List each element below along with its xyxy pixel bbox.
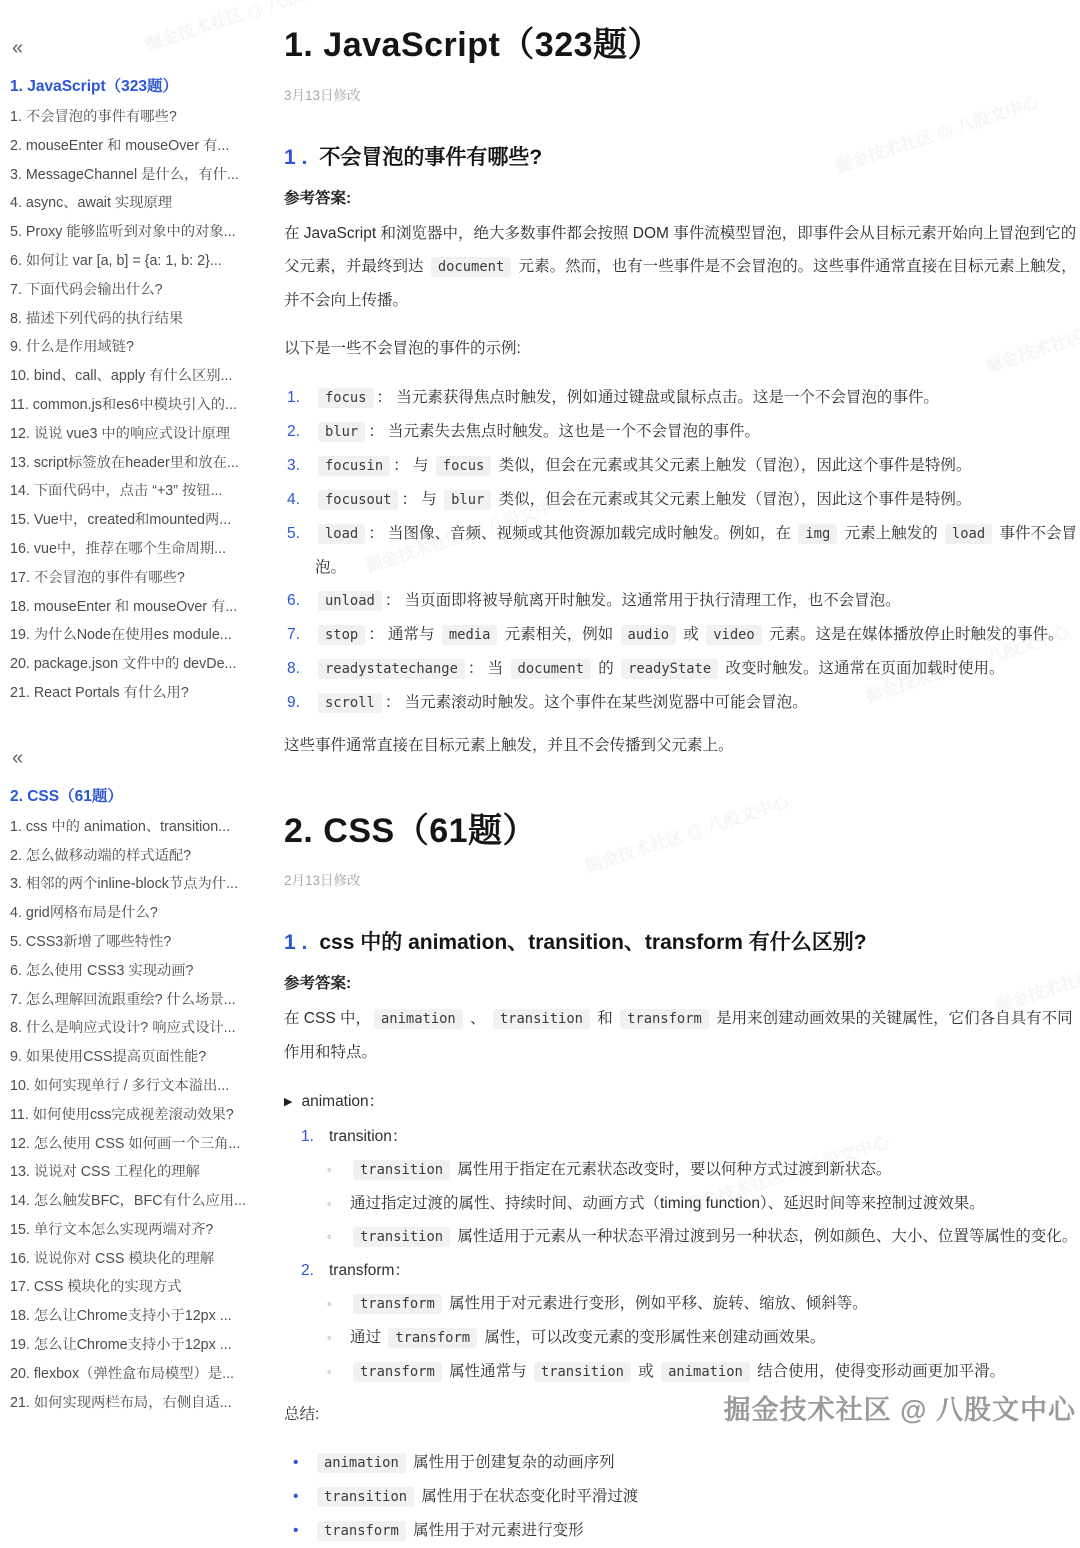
sidebar-item[interactable]: 4. async、await 实现原理 [10, 195, 173, 212]
sidebar-item[interactable]: 20. flexbox（弹性盒布局模型）是... [10, 1365, 235, 1382]
inline-code: focus [436, 456, 492, 476]
sidebar-list-css [10, 813, 246, 1418]
outline-sub-item [318, 1321, 1080, 1355]
inline-code: stop [318, 625, 365, 645]
sidebar-item[interactable]: 18. mouseEnter 和 mouseOver 有... [10, 598, 238, 615]
list-item-text: scroll ： 当元素滚动时触发。这个事件在某些浏览器中可能会冒泡。 [315, 694, 808, 711]
sidebar-item[interactable]: 5. CSS3新增了哪些特性? [10, 933, 172, 950]
sidebar-item[interactable]: 18. 怎么让Chrome支持小于12px ... [10, 1308, 232, 1325]
question-heading [284, 141, 1080, 171]
sidebar-item[interactable]: 10. bind、call、apply 有什么区别... [10, 368, 233, 385]
inline-code: transform [353, 1362, 442, 1382]
inline-code: transition [353, 1160, 450, 1180]
paragraph: 在 JavaScript 和浏览器中，绝大多数事件都会按照 DOM 事件流模型冒泡，即事件会从目标元素开始向上冒泡到它的父元素，并最终到达 document 元素。然而，也有一些事件是不会冒泡的。这些事件通常直接在目标元素上触发，并不会向上传播。 [284, 224, 1077, 309]
sidebar-item[interactable]: 11. 如何使用css完成视差滚动效果? [10, 1106, 234, 1123]
sidebar-item[interactable]: 13. script标签放在header里和放在... [10, 454, 239, 471]
outline-group-label: transition： [329, 1127, 408, 1145]
inline-code: transform [620, 1009, 709, 1029]
paragraph: 以下是一些不会冒泡的事件的示例: [284, 340, 521, 357]
inline-code: animation [374, 1009, 463, 1029]
toggle-label: animation： [301, 1092, 385, 1110]
list-item-number: 7. [287, 625, 300, 643]
inline-code: transform [353, 1294, 442, 1314]
summary-list [284, 1446, 1080, 1548]
paragraph: 这些事件通常直接在目标元素上触发，并且不会传播到父元素上。 [284, 736, 734, 754]
list-item-text: focusin ： 与 focus 类似，但会在元素或其父元素上触发（冒泡），因此这个事件是特例。 [315, 457, 971, 474]
collapsible-toggle-animation[interactable] [284, 1085, 1080, 1120]
list-item-number: 3. [287, 456, 300, 474]
inline-code: scroll [318, 693, 382, 713]
list-item [284, 584, 1080, 618]
list-item-number: 4. [287, 490, 300, 508]
inline-code: unload [318, 591, 382, 611]
summary-bullet [286, 1514, 1080, 1548]
sub-item-text: transition 属性适用于元素从一种状态平滑过渡到另一种状态，例如颜色、大小、位置等属性的变化。 [350, 1228, 1077, 1245]
sidebar-item[interactable]: 21. 如何实现两栏布局，右侧自适... [10, 1394, 232, 1411]
list-item [284, 686, 1080, 720]
answer-label: 参考答案: [284, 975, 352, 992]
main-content [252, 0, 1080, 1548]
list-item-text: focus ： 当元素获得焦点时触发，例如通过键盘或鼠标点击。这是一个不会冒泡的事件。 [315, 389, 939, 406]
sidebar-item[interactable]: 7. 怎么理解回流跟重绘? 什么场景... [10, 991, 236, 1008]
list-item-text: readystatechange ： 当 document 的 readyState 改变时触发。这通常在页面加载时使用。 [315, 660, 1005, 677]
inline-code: transform [317, 1521, 406, 1541]
sidebar-item[interactable]: 1. 不会冒泡的事件有哪些? [10, 109, 177, 125]
sidebar-item[interactable]: 5. Proxy 能够监听到对象中的对象... [10, 224, 236, 241]
sidebar-item[interactable]: 6. 怎么使用 CSS3 实现动画? [10, 962, 194, 979]
list-item-text: load ： 当图像、音频、视频或其他资源加载完成时触发。例如，在 img 元素上触发的 load 事件不会冒泡。 [315, 524, 1077, 576]
inline-code: transition [493, 1009, 590, 1029]
list-item-text: stop ： 通常与 media 元素相关，例如 audio 或 video 元素。这是在媒体播放停止时触发的事件。 [315, 626, 1064, 643]
sidebar-item[interactable]: 13. 说说对 CSS 工程化的理解 [10, 1164, 200, 1181]
sidebar-item[interactable]: 16. vue中，推荐在哪个生命周期... [10, 540, 227, 557]
outline-group-label: transform： [329, 1261, 410, 1279]
paragraph: 在 CSS 中， animation 、 transition 和 transform 是用来创建动画效果的关键属性，它们各自具有不同作用和特点。 [284, 1010, 1073, 1061]
sidebar-item[interactable]: 12. 说说 vue3 中的响应式设计原理 [10, 425, 231, 442]
summary-bullet [286, 1446, 1080, 1480]
section-heading-javascript: 1. JavaScript（323题） [284, 26, 663, 64]
list-item-text: blur ： 当元素失去焦点时触发。这也是一个不会冒泡的事件。 [315, 423, 760, 440]
modified-date: 3月13日修改 [284, 87, 361, 103]
question-text: 不会冒泡的事件有哪些? [319, 145, 543, 169]
inline-code: blur [318, 422, 365, 442]
sidebar-item[interactable]: 14. 怎么触发BFC，BFC有什么应用... [10, 1193, 246, 1210]
outline-sub-item [318, 1355, 1080, 1389]
inline-code: focusin [318, 456, 390, 476]
circle-bullet-icon: ◦ [327, 1228, 332, 1244]
list-item [284, 381, 1080, 415]
sidebar-item[interactable]: 2. 怎么做移动端的样式适配? [10, 847, 192, 864]
sidebar-item[interactable]: 9. 如果使用CSS提高页面性能? [10, 1049, 207, 1066]
outline-sub-item [318, 1287, 1080, 1321]
sidebar-item[interactable]: 19. 怎么让Chrome支持小于12px ... [10, 1337, 232, 1354]
sidebar-item[interactable]: 3. MessageChannel 是什么，有什... [10, 166, 239, 183]
list-item-number: 9. [287, 693, 300, 711]
sidebar-item[interactable]: 17. CSS 模块化的实现方式 [10, 1279, 182, 1296]
list-item-number: 1. [301, 1127, 314, 1145]
outline-group [298, 1254, 1080, 1287]
inline-code: document [431, 257, 511, 277]
inline-code: audio [621, 625, 677, 645]
circle-bullet-icon: ◦ [327, 1195, 332, 1211]
question-heading [284, 926, 1080, 956]
inline-code: readyState [621, 659, 718, 679]
sidebar-section-title-css[interactable]: 2. CSS（61题） [10, 787, 123, 805]
outline-sub-item [318, 1153, 1080, 1187]
inline-code: transform [388, 1328, 477, 1348]
inline-code: img [798, 524, 837, 544]
summary-bullet-text: animation 属性用于创建复杂的动画序列 [314, 1454, 615, 1471]
answer-label: 参考答案: [284, 189, 352, 207]
sidebar-collapse-icon[interactable]: « [12, 37, 24, 59]
inline-code: animation [661, 1362, 750, 1382]
sub-item-text: transition 属性用于指定在元素状态改变时，要以何种方式过渡到新状态。 [350, 1161, 891, 1178]
inline-code: load [318, 524, 365, 544]
sidebar-item[interactable]: 14. 下面代码中，点击 “+3” 按钮... [10, 483, 223, 500]
inline-code: video [706, 625, 762, 645]
outline-sub-item [318, 1187, 1080, 1220]
inline-code: focus [318, 388, 374, 408]
sidebar-item[interactable]: 2. mouseEnter 和 mouseOver 有... [10, 137, 230, 154]
inline-code: animation [317, 1453, 406, 1473]
summary-bullet-text: transition 属性用于在状态变化时平滑过渡 [314, 1488, 638, 1505]
circle-bullet-icon: ◦ [327, 1329, 332, 1345]
list-item-text: unload ： 当页面即将被导航离开时触发。这通常用于执行清理工作，也不会冒泡。 [315, 592, 901, 609]
modified-date: 2月13日修改 [284, 873, 361, 888]
inline-code: media [442, 625, 498, 645]
list-item [284, 415, 1080, 449]
sidebar-item[interactable]: 8. 什么是响应式设计? 响应式设计... [10, 1020, 236, 1037]
inline-code: blur [444, 490, 491, 510]
sidebar-item[interactable]: 17. 不会冒泡的事件有哪些? [10, 569, 185, 586]
list-item [284, 618, 1080, 652]
dot-bullet-icon: • [293, 1488, 299, 1505]
question-number: 1 . [284, 145, 308, 169]
inline-code: document [511, 659, 591, 679]
sidebar-item[interactable]: 1. css 中的 animation、transition... [10, 818, 231, 835]
triangle-right-icon: ▶ [284, 1095, 293, 1108]
sidebar-item[interactable]: 12. 怎么使用 CSS 如何画一个三角... [10, 1135, 241, 1152]
summary-bullet-text: transform 属性用于对元素进行变形 [314, 1522, 584, 1539]
list-item-number: 1. [287, 388, 300, 406]
list-item-number: 2. [301, 1261, 314, 1279]
list-item [284, 517, 1080, 584]
sidebar-item[interactable]: 19. 为什么Node在使用es module... [10, 627, 232, 644]
outline-sub-item [318, 1220, 1080, 1254]
sidebar-item[interactable]: 16. 说说你对 CSS 模块化的理解 [10, 1250, 215, 1267]
sidebar-list-javascript [10, 103, 246, 708]
sidebar-item[interactable]: 4. grid网格布局是什么? [10, 905, 158, 922]
dot-bullet-icon: • [293, 1454, 299, 1471]
circle-bullet-icon: ◦ [327, 1363, 332, 1379]
list-item-number: 8. [287, 659, 300, 677]
inline-code: transition [534, 1362, 631, 1382]
list-item-number: 6. [287, 591, 300, 609]
sidebar-item[interactable]: 11. common.js和es6中模块引入的... [10, 396, 237, 413]
summary-label: 总结: [284, 1405, 320, 1423]
sub-item-text: transform 属性通常与 transition 或 animation 结合使用，使得变形动画更加平滑。 [350, 1363, 1005, 1380]
list-item-number: 5. [287, 524, 300, 542]
inline-code: transition [353, 1227, 450, 1247]
sidebar-item[interactable]: 6. 如何让 var [a, b] = {a: 1, b: 2}... [10, 252, 222, 269]
section-heading-css: 2. CSS（61题） [284, 811, 538, 850]
inline-code: load [945, 524, 992, 544]
question-text: css 中的 animation、transition、transform 有什么区别? [319, 931, 867, 954]
sub-item-text: 通过 transform 属性，可以改变元素的变形属性来创建动画效果。 [350, 1328, 826, 1346]
event-list [284, 381, 1080, 720]
inline-code: focusout [318, 490, 398, 510]
circle-bullet-icon: ◦ [327, 1295, 332, 1311]
sidebar-item[interactable]: 10. 如何实现单行 / 多行文本溢出... [10, 1077, 230, 1094]
list-item [284, 483, 1080, 517]
sidebar-item[interactable]: 15. 单行文本怎么实现两端对齐? [10, 1221, 214, 1238]
sidebar-item[interactable]: 3. 相邻的两个inline-block节点为什... [10, 876, 239, 893]
sidebar-item[interactable]: 15. Vue中，created和mounted两... [10, 512, 232, 529]
sub-item-text: transform 属性用于对元素进行变形，例如平移、旋转、缩放、倾斜等。 [350, 1295, 868, 1312]
sidebar-item[interactable]: 21. React Portals 有什么用? [10, 684, 189, 701]
list-item [284, 449, 1080, 483]
watermark-main: 掘金技术社区 @ 八股文中心 [723, 1395, 1076, 1425]
sidebar-item[interactable]: 7. 下面代码会输出什么? [10, 281, 163, 298]
question-number: 1 . [284, 931, 308, 954]
outline-group [298, 1120, 1080, 1153]
dot-bullet-icon: • [293, 1522, 299, 1539]
sidebar-item[interactable]: 20. package.json 文件中的 devDe... [10, 656, 237, 673]
sub-item-text: 通过指定过渡的属性、持续时间、动画方式（timing function）、延迟时间等来控制过渡效果。 [350, 1194, 985, 1212]
sidebar-item[interactable]: 9. 什么是作用域链? [10, 339, 134, 356]
list-item-text: focusout ： 与 blur 类似，但会在元素或其父元素上触发（冒泡），因此这个事件是特例。 [315, 491, 971, 508]
list-item-number: 2. [287, 422, 300, 440]
sidebar-section-title-javascript[interactable]: 1. JavaScript（323题） [10, 78, 179, 95]
sidebar-collapse-icon[interactable]: « [12, 746, 24, 769]
inline-code: readystatechange [318, 659, 465, 679]
inline-code: transition [317, 1487, 414, 1507]
outline [298, 1120, 1080, 1389]
sidebar-item[interactable]: 8. 描述下列代码的执行结果 [10, 310, 184, 327]
list-item [284, 652, 1080, 686]
sidebar [0, 0, 252, 1548]
circle-bullet-icon: ◦ [327, 1161, 332, 1177]
summary-bullet [286, 1480, 1080, 1514]
